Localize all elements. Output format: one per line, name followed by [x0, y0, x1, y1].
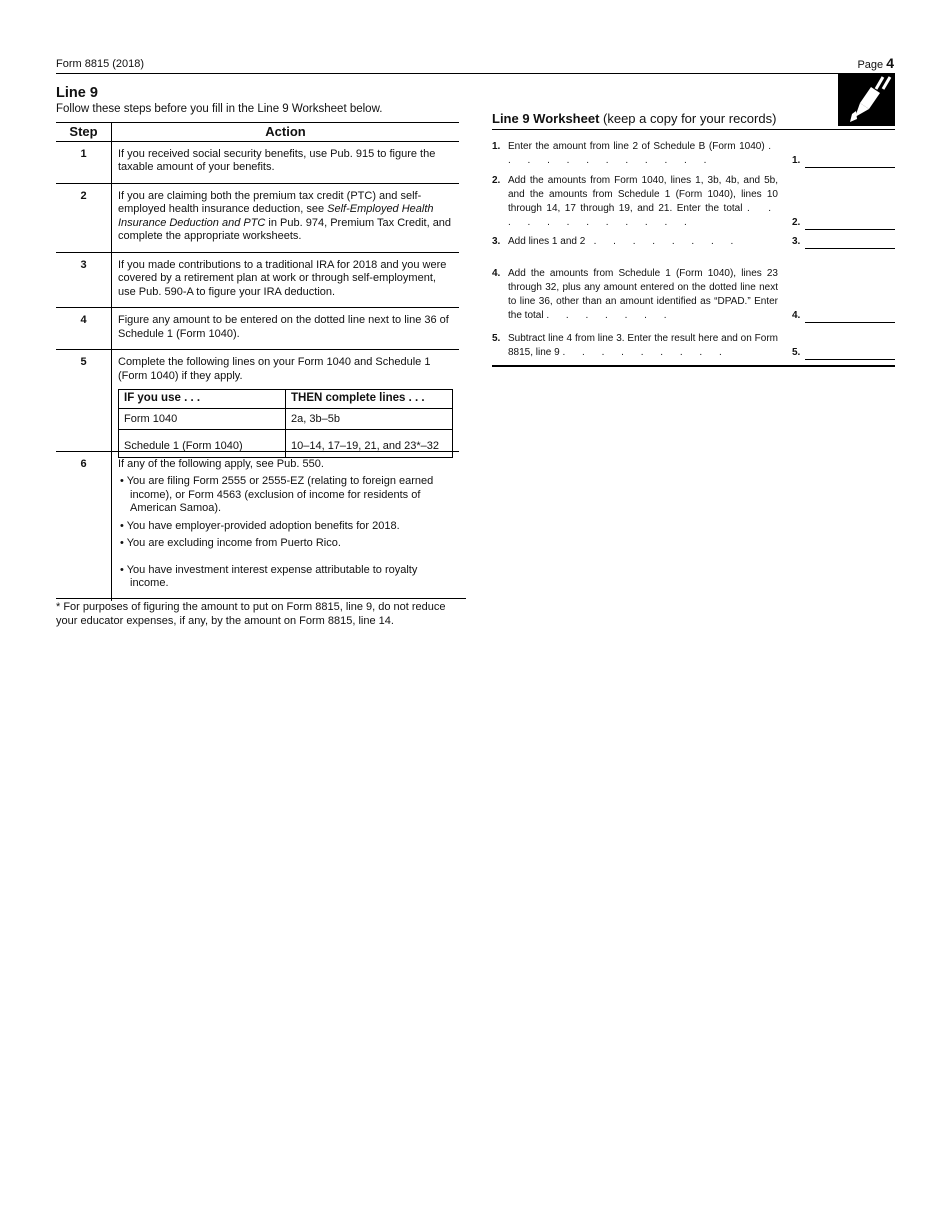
pencil-icon — [838, 73, 895, 126]
line-1-input[interactable] — [805, 154, 895, 168]
inner-row: Form 1040 2a, 3b–5b — [119, 408, 453, 430]
bullet-item: • You have investment interest expense attributable to royalty income. — [120, 563, 418, 589]
footnote: * For purposes of figuring the amount to put on Form 8815, line 9, do not reduce your educator expenses, if any, by the amount on Form 8815, line 14. — [56, 598, 466, 628]
form-id: Form 8815 (2018) — [56, 58, 145, 70]
inner-row: Schedule 1 (Form 1040) 10–14, 17–19, 21, and 23*–32 — [119, 430, 453, 458]
table-row: 6 If any of the following apply, see Pub. 550. • You are filing Form 2555 or 2555-EZ (relating to foreign earned income), or Form 4563 (exclusion of income for residents of American Samoa). • You have employer-provided adoption benefits for 2018. • You are excluding income from Puerto Rico. • You have investment interest expense attributable to royalty income. — [56, 451, 459, 601]
line-4-input[interactable] — [805, 309, 895, 323]
line9-intro: Follow these steps before you fill in the Line 9 Worksheet below. — [56, 103, 383, 115]
steps-table — [56, 122, 459, 601]
if-then-table: IF you use . . . THEN complete lines . . . Form 1040 2a, 3b–5b Schedule 1 (Form 1040) 10–14, 17–19, 21, and 23*–32 — [118, 389, 453, 458]
col-action: Action — [112, 123, 460, 142]
table-row: 2 If you are claiming both the premium tax credit (PTC) and self-employed health insurance deduction, see Self-Employed Health Insurance Deduction and PTC in Pub. 974, Premium Tax Credit, and complete the appropriate worksheets. — [56, 183, 459, 252]
line-5-input[interactable] — [805, 346, 895, 360]
line-3-input[interactable] — [805, 235, 895, 249]
line-2-input[interactable] — [805, 216, 895, 230]
table-row: 4 Figure any amount to be entered on the dotted line next to line 36 of Schedule 1 (Form 1040). — [56, 308, 459, 350]
worksheet-line-4: 4. Add the amounts from Schedule 1 (Form 1040), lines 23 through 32, plus any amount entered on the dotted line next to line 36, other than an amount identified as “DPAD.” Enter the total . . . . . . . 4. — [492, 267, 895, 323]
worksheet-bottom-rule — [492, 365, 895, 367]
bullet-item: • You are excluding income from Puerto Rico. — [120, 537, 341, 549]
worksheet-line-1: 1. Enter the amount from line 2 of Schedule B (Form 1040) . . . . . . . . . . . . 1. — [492, 140, 895, 170]
table-row: 5 Complete the following lines on your Form 1040 and Schedule 1 (Form 1040) if they apply. IF you use . . . THEN complete lines . . . Form 1040 2a, 3b–5b Schedule 1 (Form 1040) 10–14, 17–19, 21, and 23*–32 — [56, 350, 459, 452]
bullet-item: • You are filing Form 2555 or 2555-EZ (relating to foreign earned income), or Form 4563 (exclusion of income for residents of American Samoa). — [120, 475, 434, 514]
header-rule — [56, 73, 838, 74]
worksheet-title: Line 9 Worksheet (keep a copy for your records) — [492, 111, 777, 126]
col-step: Step — [56, 123, 112, 142]
table-row: 1 If you received social security benefits, use Pub. 915 to figure the taxable amount of your benefits. — [56, 141, 459, 183]
page-number-label: Page 4 — [857, 55, 894, 71]
worksheet-line-3: 3. Add lines 1 and 2 . . . . . . . . 3. — [492, 235, 895, 251]
worksheet-top-rule — [492, 129, 895, 130]
bullet-item: • You have employer-provided adoption benefits for 2018. — [120, 519, 400, 532]
worksheet-line-5: 5. Subtract line 4 from line 3. Enter the result here and on Form 8815, line 9 . . . . . . . . . 5. — [492, 332, 895, 362]
worksheet-line-2: 2. Add the amounts from Form 1040, lines 1, 3b, 4b, and 5b, and the amounts from Schedule 1 (Form 1040), lines 10 through 14, 17 through 19, and 21. Enter the total . . . . . . . . . . . . 2. — [492, 174, 895, 230]
line9-title: Line 9 — [56, 85, 98, 101]
table-row: 3 If you made contributions to a traditional IRA for 2018 and you were covered by a retirement plan at work or through self-employment, use Pub. 590-A to figure your IRA deduction. — [56, 252, 459, 308]
